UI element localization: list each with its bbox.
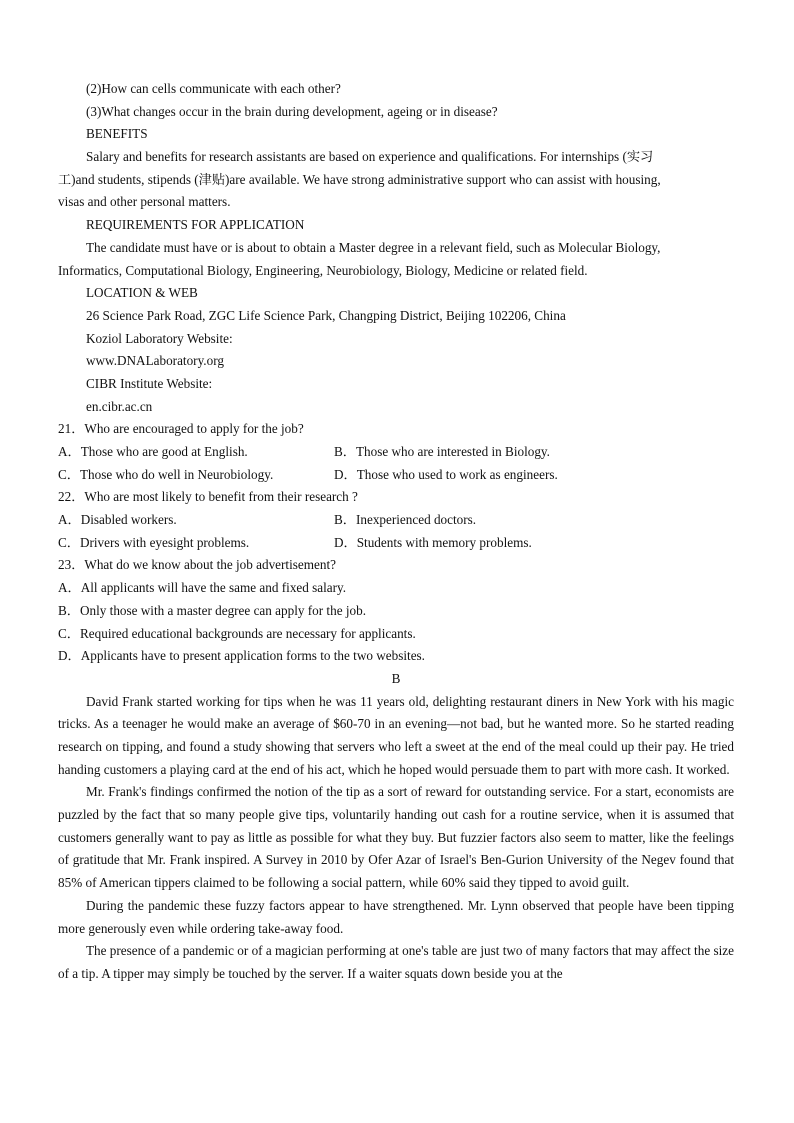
question-23-option-d: D．Applicants have to present application forms to the two websites. [58,648,425,664]
address: 26 Science Park Road, ZGC Life Science Park, Changping District, Beijing 102206, China [86,307,566,323]
section-b-heading: B [391,670,401,686]
question-21-option-c: C．Those who do well in Neurobiology. [58,466,274,482]
passage-b-paragraph-1: David Frank started working for tips when he was 11 years old, delighting restaurant diners in New York with his magic tricks. As a teenager he would make an average of $60-70 in an evening—not bad, but he wanted more. So he started reading research on tipping, and found a study showing that servers who left a sweet at the end of the meal could up their pay. He tried handing customers a playing card at the end of his act, which he hoped would persuade them to part with more cash. It worked. [58,693,734,777]
question-21-options-row-1 [58,441,734,464]
benefits-heading: BENEFITS [86,126,148,142]
requirements-text-line-1: The candidate must have or is about to obtain a Master degree in a relevant field, such as Molecular Biology, [86,239,661,255]
benefits-text-line-2: 工)and students, stipends (津贴)are available. We have strong administrative support who can assist with housing, [58,171,661,187]
passage-b-paragraph-4: The presence of a pandemic or of a magician performing at one's table are just two of many factors that may affect the size of a tip. A tipper may simply be touched by the server. If a waiter squats down beside you at the [58,943,734,981]
passage-b-paragraph-3: During the pandemic these fuzzy factors appear to have strengthened. Mr. Lynn observed that people have been tipping more generously even while ordering take-away food. [58,897,734,936]
question-23-stem: 23．What do we know about the job advertisement? [58,557,336,573]
question-22-options-row-2 [58,532,734,555]
requirements-heading: REQUIREMENTS FOR APPLICATION [86,217,305,233]
benefits-text-line-1: Salary and benefits for research assistants are based on experience and qualifications. For internships (实习 [86,149,654,165]
question-21-option-d: D．Those who used to work as engineers. [334,466,558,482]
question-22-option-d: D．Students with memory problems. [334,534,532,550]
requirements-text-line-2: Informatics, Computational Biology, Engineering, Neurobiology, Biology, Medicine or related field. [58,262,588,278]
question-22-option-a: A．Disabled workers. [58,512,177,528]
passage-question-3: (3)What changes occur in the brain during development, ageing or in disease? [86,103,498,119]
cibr-website-url: en.cibr.ac.cn [86,398,153,414]
question-23-option-b: B．Only those with a master degree can apply for the job. [58,602,366,618]
location-heading: LOCATION & WEB [86,285,198,301]
question-21-options-row-2 [58,464,734,487]
question-22-stem: 22．Who are most likely to benefit from their research ? [58,489,358,505]
question-22-option-c: C．Drivers with eyesight problems. [58,534,250,550]
benefits-text-line-3: visas and other personal matters. [58,194,231,210]
document-page [58,78,734,986]
koziol-website-label: Koziol Laboratory Website: [86,330,233,346]
question-22-option-b: B．Inexperienced doctors. [334,512,477,528]
passage-question-2: (2)How can cells communicate with each other? [86,81,341,96]
question-21-stem: 21．Who are encouraged to apply for the job? [58,421,304,437]
question-23-option-a: A．All applicants will have the same and fixed salary. [58,580,347,596]
question-21-option-a: A．Those who are good at English. [58,444,248,459]
cibr-website-label: CIBR Institute Website: [86,375,213,391]
question-22-options-row-1 [58,509,734,532]
passage-b-paragraph-2: Mr. Frank's findings confirmed the notion of the tip as a sort of reward for outstanding service. For a start, economists are puzzled by the fact that so many people give tips, voluntarily handing out cash for a routine service, when it is assumed that customers generally want to pay as little as possible for what they buy. But fuzzier factors also seem to matter, like the feelings of gratitude that Mr. Frank inspired. A Survey in 2010 by Ofer Azar of Israel's Ben-Gurion University of the Negev found that 85% of American tippers claimed to be following a social pattern, while 60% said they tipped to avoid guilt. [58,784,734,891]
question-23-option-c: C．Required educational backgrounds are necessary for applicants. [58,625,416,641]
question-21-option-b: B．Those who are interested in Biology. [334,444,550,459]
koziol-website-url: www.DNALaboratory.org [86,353,224,369]
